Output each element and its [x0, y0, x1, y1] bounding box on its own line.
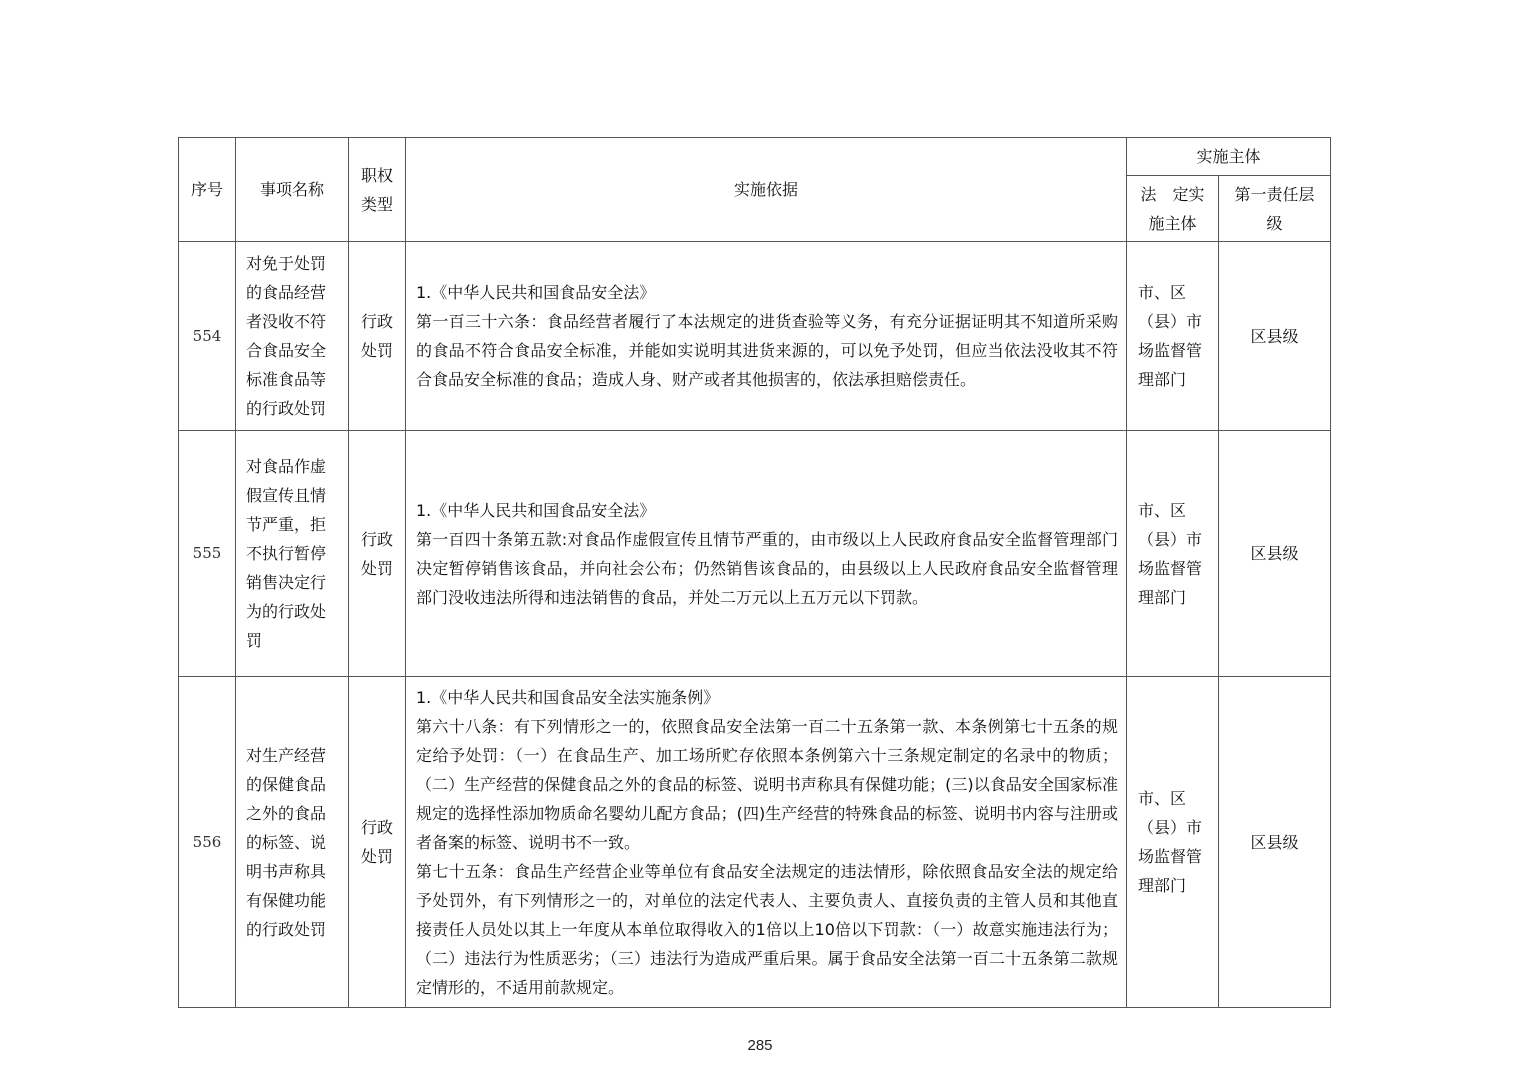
basis-law-title: 1.《中华人民共和国食品安全法》: [416, 283, 656, 302]
row-power-type: 行政处罚: [349, 677, 406, 1008]
row-item-name: 对生产经营的保健食品之外的食品的标签、说明书声称具有保健功能的行政处罚: [236, 677, 349, 1008]
row-legal-implementer: 市、区（县）市场监督管理部门: [1127, 431, 1219, 677]
header-item-name: 事项名称: [236, 138, 349, 242]
item-table: [178, 137, 1331, 1008]
row-seq: 556: [179, 677, 236, 1008]
header-basis: 实施依据: [406, 138, 1127, 242]
row-basis: [406, 242, 1127, 431]
basis-law-title: 1.《中华人民共和国食品安全法实施条例》: [416, 687, 720, 707]
table-row: [179, 677, 1331, 1008]
row-basis: [406, 677, 1127, 1008]
row-seq: 555: [179, 431, 236, 677]
row-seq: 554: [179, 242, 236, 431]
row-item-name: 对免于处罚的食品经营者没收不符合食品安全标准食品等的行政处罚: [236, 242, 349, 431]
row-first-level: 区县级: [1219, 431, 1331, 677]
basis-law-title: 1.《中华人民共和国食品安全法》: [416, 500, 656, 520]
header-seq: 序号: [179, 138, 236, 242]
row-item-name: 对食品作虚假宣传且情节严重，拒不执行暂停销售决定行为的行政处罚: [236, 431, 349, 677]
row-basis: [406, 431, 1127, 677]
basis-article: 第一百四十条第五款:对食品作虚假宣传且情节严重的，由市级以上人民政府食品安全监督管理部门决定暂停销售该食品，并向社会公布；仍然销售该食品的，由县级以上人民政府食品安全监督管理部门没收违法所得和违法销售的食品，并处二万元以上五万元以下罚款。: [416, 529, 1118, 607]
row-first-level: 区县级: [1219, 242, 1331, 431]
header-implementer: 实施主体: [1127, 138, 1331, 176]
table-row: [179, 242, 1331, 431]
basis-article: 第七十五条：食品生产经营企业等单位有食品安全法规定的违法情形，除依照食品安全法的规定给予处罚外，有下列情形之一的，对单位的法定代表人、主要负责人、直接负责的主管人员和其他直接责任人员处以其上一年度从本单位取得收入的1倍以上10倍以下罚款：（一）故意实施违法行为；（二）违法行为性质恶劣；（三）违法行为造成严重后果。属于食品安全法第一百二十五条第二款规定情形的，不适用前款规定。: [416, 861, 1118, 997]
page-number: 285: [747, 1037, 773, 1054]
header-first-level: 第一责任层级: [1219, 176, 1331, 242]
table-row: [179, 431, 1331, 677]
header-power-type: 职权类型: [349, 138, 406, 242]
row-legal-implementer: 市、区（县）市场监督管理部门: [1127, 242, 1219, 431]
header-legal-implementer: 法 定实施主体: [1127, 176, 1219, 242]
basis-article: 第六十八条：有下列情形之一的，依照食品安全法第一百二十五条第一款、本条例第七十五条的规定给予处罚：（一）在食品生产、加工场所贮存依照本条例第六十三条规定制定的名录中的物质；（二）生产经营的保健食品之外的食品的标签、说明书声称具有保健功能；(三)以食品安全国家标准规定的选择性添加物质命名婴幼儿配方食品；(四)生产经营的特殊食品的标签、说明书内容与注册或者备案的标签、说明书不一致。: [416, 716, 1118, 852]
row-legal-implementer: 市、区（县）市场监督管理部门: [1127, 677, 1219, 1008]
row-first-level: 区县级: [1219, 677, 1331, 1008]
row-power-type: 行政处罚: [349, 431, 406, 677]
row-power-type: 行政处罚: [349, 242, 406, 431]
basis-article: 第一百三十六条：食品经营者履行了本法规定的进货查验等义务，有充分证据证明其不知道所采购的食品不符合食品安全标准，并能如实说明其进货来源的，可以免予处罚，但应当依法没收其不符合食品安全标准的食品；造成人身、财产或者其他损害的，依法承担赔偿责任。: [416, 312, 1118, 389]
